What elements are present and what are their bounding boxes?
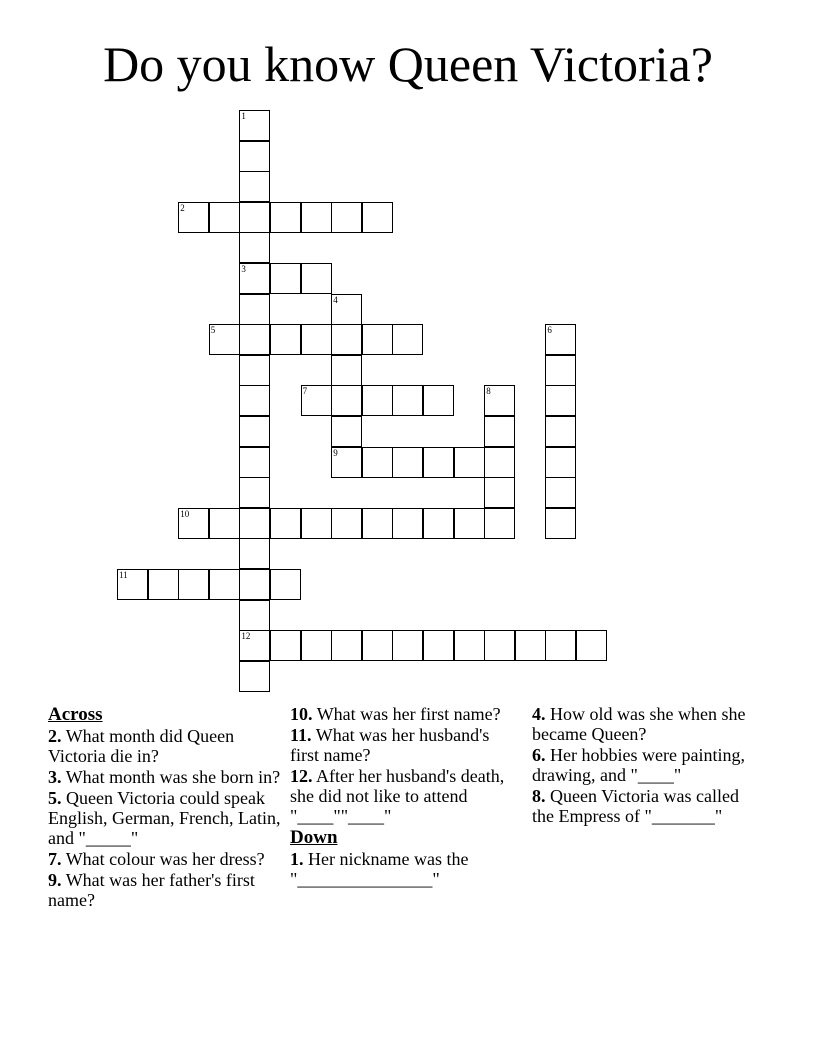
crossword-cell[interactable] xyxy=(239,171,270,202)
crossword-cell[interactable] xyxy=(484,477,515,508)
crossword-cell[interactable] xyxy=(239,110,270,141)
crossword-cell[interactable] xyxy=(392,508,423,539)
crossword-cell[interactable] xyxy=(301,385,332,416)
cell-number: 1 xyxy=(241,111,246,121)
crossword-cell[interactable] xyxy=(484,416,515,447)
crossword-cell[interactable] xyxy=(209,202,240,233)
crossword-cell[interactable] xyxy=(545,355,576,386)
crossword-cell[interactable] xyxy=(331,508,362,539)
crossword-cell[interactable] xyxy=(362,508,393,539)
crossword-cell[interactable] xyxy=(178,508,209,539)
crossword-cell[interactable] xyxy=(239,508,270,539)
crossword-cell[interactable] xyxy=(423,508,454,539)
crossword-cell[interactable] xyxy=(545,630,576,661)
crossword-cell[interactable] xyxy=(484,385,515,416)
crossword-cell[interactable] xyxy=(392,324,423,355)
crossword-cell[interactable] xyxy=(545,477,576,508)
crossword-cell[interactable] xyxy=(239,630,270,661)
crossword-cell[interactable] xyxy=(545,447,576,478)
crossword-cell[interactable] xyxy=(484,508,515,539)
cell-number: 10 xyxy=(180,508,190,519)
crossword-cell[interactable] xyxy=(362,447,393,478)
crossword-cell[interactable] xyxy=(331,355,362,386)
crossword-cell[interactable] xyxy=(392,385,423,416)
crossword-cell[interactable] xyxy=(331,294,362,325)
page-title: Do you know Queen Victoria? xyxy=(103,36,713,92)
crossword-cell[interactable] xyxy=(362,630,393,661)
clue-down-8: 8. Queen Victoria was called the Empress of "_______" xyxy=(532,786,740,826)
cell-number: 2 xyxy=(180,202,185,213)
crossword-cell[interactable] xyxy=(331,447,362,478)
crossword-cell[interactable] xyxy=(301,324,332,355)
crossword-cell[interactable] xyxy=(362,385,393,416)
crossword-cell[interactable] xyxy=(423,385,454,416)
crossword-cell[interactable] xyxy=(270,508,301,539)
cell-number: 12 xyxy=(241,631,251,642)
crossword-cell[interactable] xyxy=(239,661,270,692)
crossword-cell[interactable] xyxy=(270,202,301,233)
crossword-cell[interactable] xyxy=(331,324,362,355)
clues-column-1 xyxy=(48,704,284,911)
clue-across-11: 11. What was her husband's first name? xyxy=(290,725,490,765)
down-heading: Down xyxy=(290,827,338,848)
crossword-cell[interactable] xyxy=(331,385,362,416)
crossword-cell[interactable] xyxy=(576,630,607,661)
crossword-cell[interactable] xyxy=(545,508,576,539)
crossword-cell[interactable] xyxy=(545,385,576,416)
crossword-cell[interactable] xyxy=(454,630,485,661)
crossword-cell[interactable] xyxy=(209,569,240,600)
crossword-cell[interactable] xyxy=(239,416,270,447)
crossword-cell[interactable] xyxy=(209,324,240,355)
cell-number: 5 xyxy=(210,325,216,336)
crossword-cell[interactable] xyxy=(178,202,209,233)
cell-number: 6 xyxy=(547,325,552,336)
crossword-cell[interactable] xyxy=(301,202,332,233)
crossword-cell[interactable] xyxy=(301,630,332,661)
crossword-cell[interactable] xyxy=(454,447,485,478)
clue-down-6: 6. Her hobbies were painting, drawing, and "____" xyxy=(532,745,745,785)
crossword-cell[interactable] xyxy=(331,416,362,447)
cell-number: 3 xyxy=(241,264,246,274)
crossword-cell[interactable] xyxy=(117,569,148,600)
clue-across-9: 9. What was her father's first name? xyxy=(48,870,255,910)
crossword-cell[interactable] xyxy=(362,202,393,233)
crossword-cell[interactable] xyxy=(301,508,332,539)
crossword-cell[interactable] xyxy=(270,569,301,600)
crossword-cell[interactable] xyxy=(239,324,270,355)
crossword-cell[interactable] xyxy=(239,355,270,386)
cell-number: 8 xyxy=(486,386,491,397)
clue-across-5: 5. Queen Victoria could speak English, German, French, Latin, and "_____" xyxy=(48,788,281,848)
crossword-cell[interactable] xyxy=(239,600,270,631)
crossword-cell[interactable] xyxy=(392,447,423,478)
crossword-cell[interactable] xyxy=(484,630,515,661)
crossword-cell[interactable] xyxy=(270,324,301,355)
crossword-cell[interactable] xyxy=(545,324,576,355)
crossword-cell[interactable] xyxy=(362,324,393,355)
cell-number: 11 xyxy=(119,570,128,580)
crossword-cell[interactable] xyxy=(454,508,485,539)
crossword-cell[interactable] xyxy=(423,447,454,478)
cell-number: 4 xyxy=(333,294,338,305)
crossword-cell[interactable] xyxy=(545,416,576,447)
clues-column-2 xyxy=(290,704,510,890)
crossword-cell[interactable] xyxy=(301,263,332,294)
crossword-cell[interactable] xyxy=(331,630,362,661)
crossword-cell[interactable] xyxy=(178,569,209,600)
clue-across-10: 10. What was her first name? xyxy=(290,704,501,724)
cell-number: 7 xyxy=(302,386,308,397)
crossword-cell[interactable] xyxy=(484,447,515,478)
cell-number: 9 xyxy=(333,447,338,458)
clues-column-3 xyxy=(532,704,764,827)
clue-across-3: 3. What month was she born in? xyxy=(48,767,281,787)
crossword-cell[interactable] xyxy=(270,263,301,294)
clue-across-2: 2. What month did Queen Victoria die in? xyxy=(48,726,235,766)
crossword-cell[interactable] xyxy=(239,477,270,508)
crossword-cell[interactable] xyxy=(239,141,270,172)
crossword-cell[interactable] xyxy=(270,630,301,661)
clue-across-7: 7. What colour was her dress? xyxy=(48,849,265,869)
crossword-cell[interactable] xyxy=(239,232,270,263)
crossword-cell[interactable] xyxy=(239,202,270,233)
crossword-cell[interactable] xyxy=(515,630,546,661)
crossword-cell[interactable] xyxy=(239,385,270,416)
clue-down-4: 4. How old was she when she became Queen? xyxy=(532,704,746,744)
crossword-cell[interactable] xyxy=(148,569,179,600)
crossword-cell[interactable] xyxy=(331,202,362,233)
across-heading: Across xyxy=(48,704,103,725)
crossword-cell[interactable] xyxy=(423,630,454,661)
crossword-cell[interactable] xyxy=(209,508,240,539)
crossword-cell[interactable] xyxy=(239,569,270,600)
clue-across-12: 12. After her husband's death, she did not like to attend "____""____" xyxy=(290,766,505,826)
crossword-cell[interactable] xyxy=(239,538,270,569)
crossword-cell[interactable] xyxy=(392,630,423,661)
crossword-cell[interactable] xyxy=(239,294,270,325)
crossword-cell[interactable] xyxy=(239,263,270,294)
crossword-cell[interactable] xyxy=(239,447,270,478)
clue-down-1: 1. Her nickname was the "_______________" xyxy=(290,849,469,889)
